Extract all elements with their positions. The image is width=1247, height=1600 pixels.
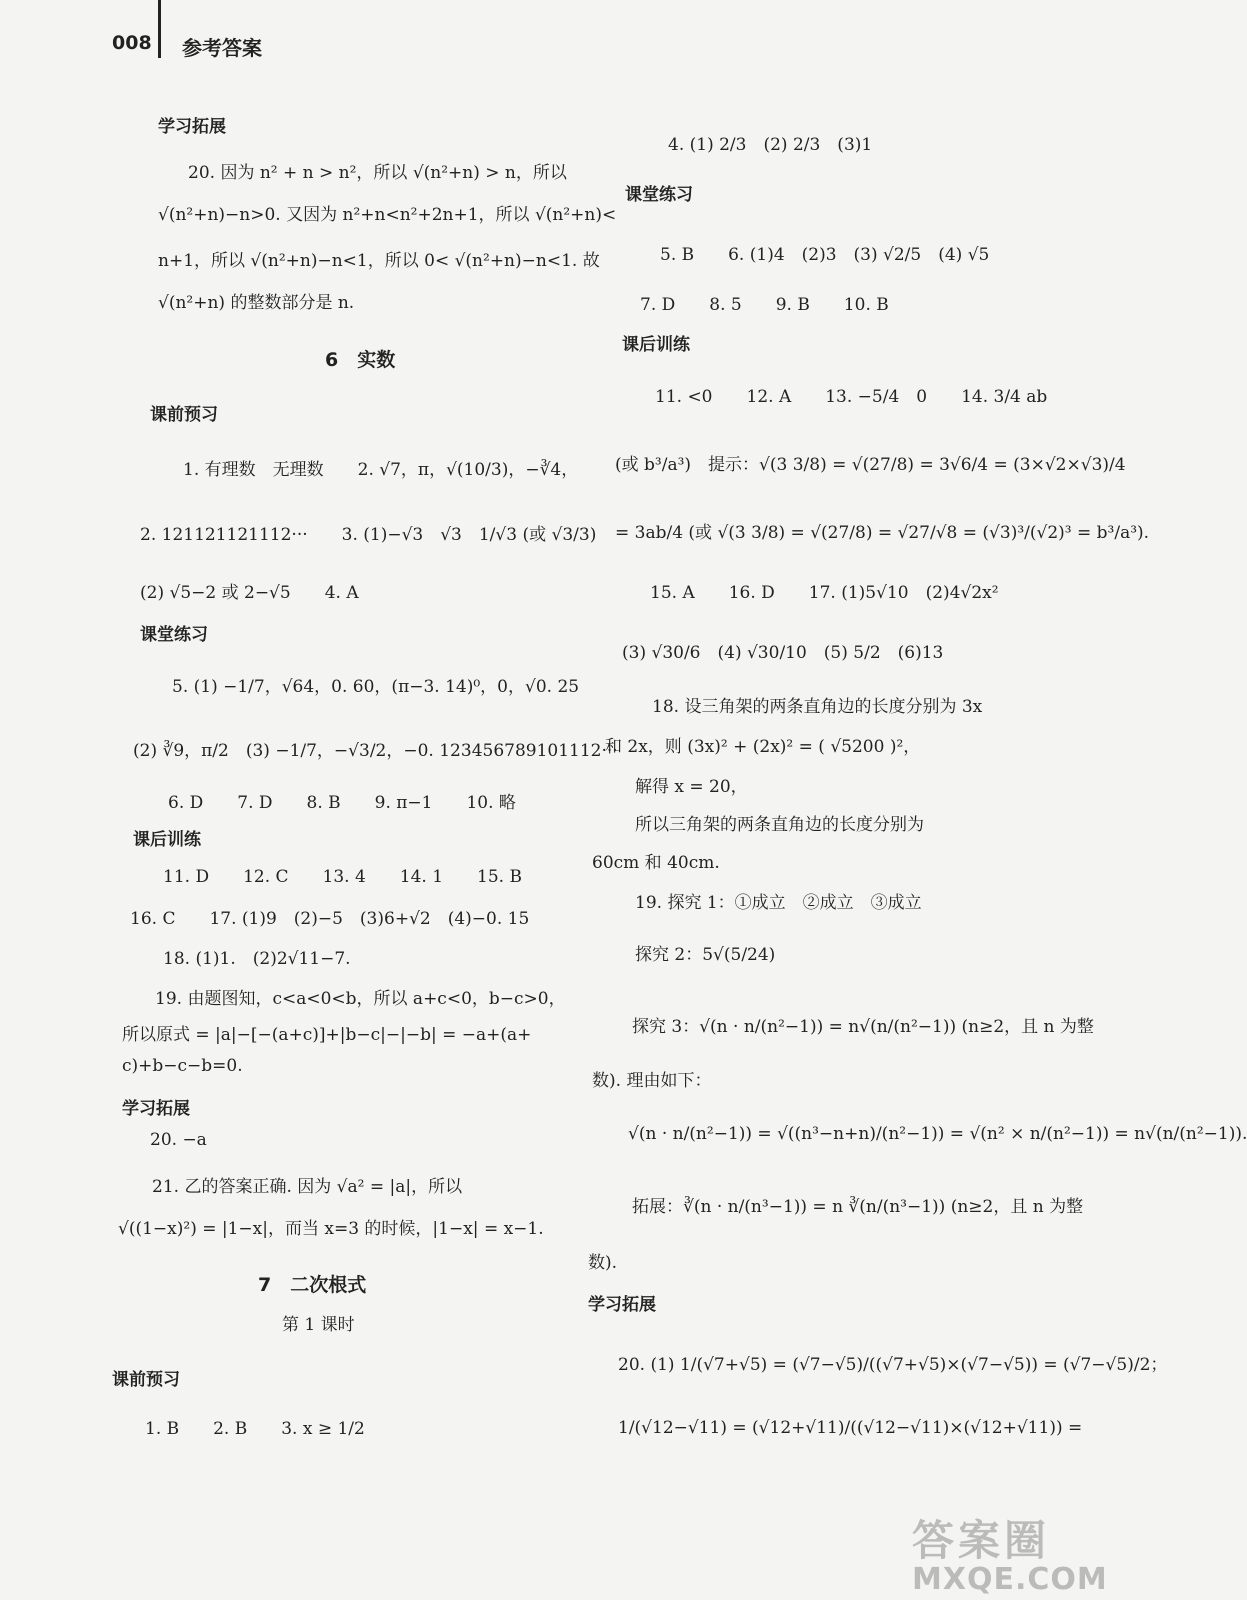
answer-line: √(n · n/(n²−1)) = √((n³−n+n)/(n²−1)) = √(n² × n/(n²−1)) = n√(n/(n²−1)). — [628, 1124, 1247, 1144]
chapter-heading: 6 实数 — [325, 349, 396, 371]
answer-line: 4. (1) 2/3 (2) 2/3 (3)1 — [668, 135, 873, 155]
answer-line: √(n²+n)−n>0. 又因为 n²+n<n²+2n+1，所以 √(n²+n)< — [158, 205, 617, 225]
answer-line: 21. 乙的答案正确. 因为 √a² = |a|，所以 — [152, 1177, 463, 1197]
answer-line: 5. (1) −1/7，√64，0. 60，(π−3. 14)⁰，0，√0. 25 — [172, 677, 580, 697]
answer-line: (或 b³/a³) 提示：√(3 3/8) = √(27/8) = 3√6/4 = (3×√2×√3)/4 — [615, 455, 1126, 475]
watermark — [912, 1508, 1108, 1597]
answer-line: 探究 3：√(n · n/(n²−1)) = n√(n/(n²−1)) (n≥2，且 n 为整 — [632, 1017, 1094, 1037]
answer-line: 所以三角架的两条直角边的长度分别为 — [635, 815, 924, 835]
answer-line: 19. 探究 1：①成立 ②成立 ③成立 — [635, 893, 922, 913]
chapter-heading: 7 二次根式 — [258, 1274, 367, 1296]
answer-line: 数). 理由如下： — [592, 1071, 712, 1091]
answer-line: (2) √5−2 或 2−√5 4. A — [140, 583, 359, 603]
answer-line: 18. 设三角架的两条直角边的长度分别为 3x — [652, 697, 983, 717]
answer-line: 6. D 7. D 8. B 9. π−1 10. 略 — [168, 793, 516, 813]
section-heading: 课前预习 — [112, 1370, 180, 1390]
answer-line: 15. A 16. D 17. (1)5√10 (2)4√2x² — [650, 583, 999, 603]
answer-line: (3) √30/6 (4) √30/10 (5) 5/2 (6)13 — [622, 643, 944, 663]
answer-line: 16. C 17. (1)9 (2)−5 (3)6+√2 (4)−0. 15 — [130, 909, 530, 929]
lesson-subheading: 第 1 课时 — [282, 1315, 355, 1335]
answer-line: 18. (1)1. (2)2√11−7. — [163, 949, 351, 969]
answer-line: 探究 2：5√(5/24) — [635, 945, 776, 965]
header-title: 参考答案 — [182, 36, 262, 60]
answer-line: 5. B 6. (1)4 (2)3 (3) √2/5 (4) √5 — [660, 245, 990, 265]
answer-line: 2. 121121121112··· 3. (1)−√3 √3 1/√3 (或 √3/3) — [140, 525, 597, 545]
answer-line: 1. B 2. B 3. x ≥ 1/2 — [145, 1419, 365, 1439]
answer-line: 1/(√12−√11) = (√12+√11)/((√12−√11)×(√12+√11)) = — [618, 1418, 1083, 1438]
watermark-logo-text: 答案圈 — [912, 1516, 1051, 1565]
watermark-url: MXQE.COM — [912, 1562, 1108, 1597]
header-divider — [158, 0, 161, 58]
section-heading: 学习拓展 — [158, 117, 226, 137]
answer-line: 20. 因为 n² + n > n²，所以 √(n²+n) > n，所以 — [188, 163, 567, 183]
answer-line: (2) ∛9，π/2 (3) −1/7，−√3/2，−0. 123456789101112··· — [133, 741, 618, 761]
section-heading: 课堂练习 — [140, 625, 208, 645]
section-heading: 课后训练 — [133, 830, 201, 850]
section-heading: 课前预习 — [150, 405, 218, 425]
answer-line: √(n²+n) 的整数部分是 n. — [158, 293, 355, 313]
answer-line: n+1，所以 √(n²+n)−n<1，所以 0< √(n²+n)−n<1. 故 — [158, 251, 600, 271]
answer-line: √((1−x)²) = |1−x|，而当 x=3 的时候，|1−x| = x−1. — [118, 1219, 544, 1239]
answer-line: c)+b−c−b=0. — [122, 1056, 243, 1076]
answer-line: 20. (1) 1/(√7+√5) = (√7−√5)/((√7+√5)×(√7−√5)) = (√7−√5)/2； — [618, 1355, 1168, 1375]
answer-line: 数). — [588, 1253, 618, 1273]
answer-line: 11. <0 12. A 13. −5/4 0 14. 3/4 ab — [655, 387, 1048, 407]
answer-line: = 3ab/4 (或 √(3 3/8) = √(27/8) = √27/√8 = (√3)³/(√2)³ = b³/a³). — [615, 523, 1150, 543]
answer-line: 1. 有理数 无理数 2. √7，π，√(10/3)，−∛4， — [183, 460, 579, 480]
section-heading: 学习拓展 — [588, 1295, 656, 1315]
answer-line: 20. −a — [150, 1130, 207, 1150]
answer-line: 7. D 8. 5 9. B 10. B — [640, 295, 889, 315]
answer-line: 19. 由题图知，c<a<0<b，所以 a+c<0，b−c>0， — [155, 989, 566, 1009]
answer-line: 解得 x = 20， — [635, 777, 748, 797]
answer-line: 拓展：∛(n · n/(n³−1)) = n ∛(n/(n³−1)) (n≥2，且 n 为整 — [632, 1197, 1084, 1217]
section-heading: 课后训练 — [622, 335, 690, 355]
answer-line: 11. D 12. C 13. 4 14. 1 15. B — [163, 867, 522, 887]
answer-line: 所以原式 = |a|−[−(a+c)]+|b−c|−|−b| = −a+(a+ — [122, 1025, 532, 1045]
answer-line: 60cm 和 40cm. — [592, 853, 720, 873]
answer-line: 和 2x，则 (3x)² + (2x)² = ( √5200 )²， — [605, 737, 921, 757]
section-heading: 学习拓展 — [122, 1099, 190, 1119]
page-number: 008 — [112, 32, 152, 54]
section-heading: 课堂练习 — [625, 185, 693, 205]
